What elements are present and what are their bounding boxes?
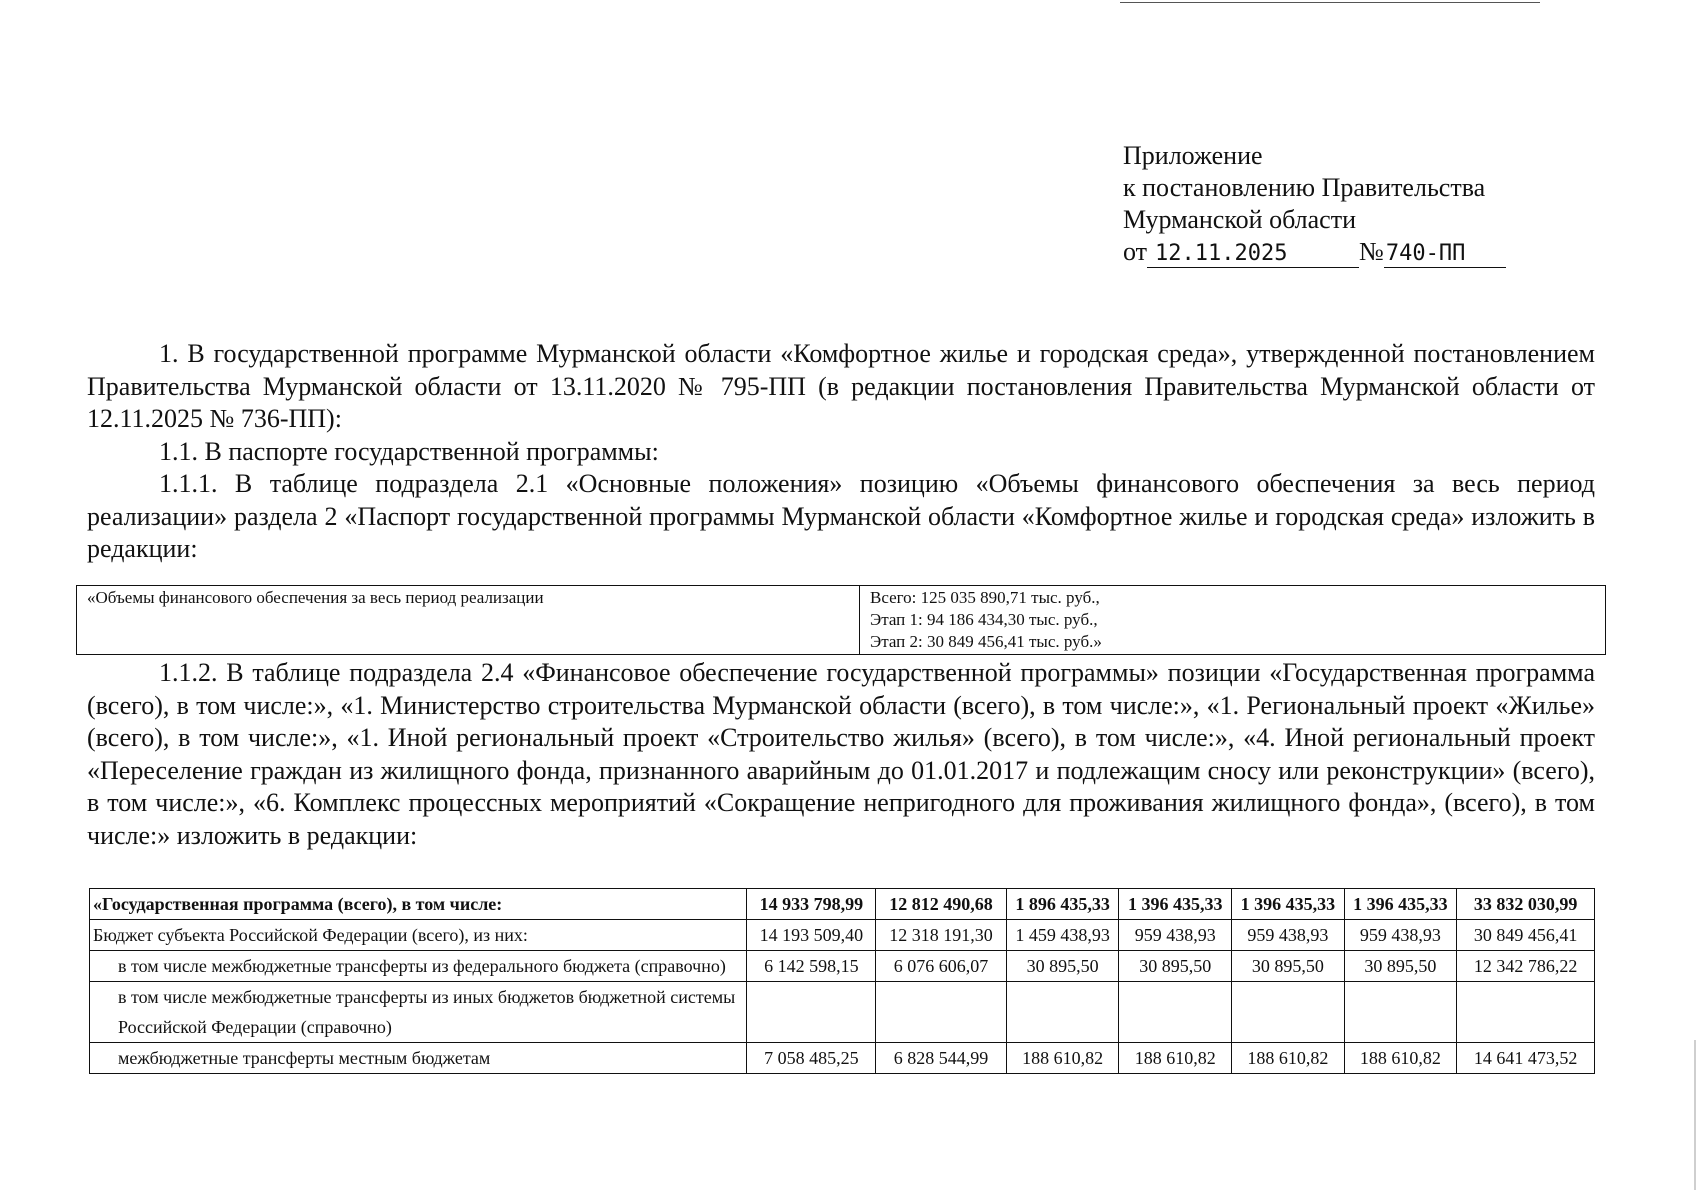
table-cell: 6 828 544,99 <box>876 1043 1007 1074</box>
table-cell: 6 142 598,15 <box>747 951 876 982</box>
appendix-header <box>1123 140 1506 268</box>
table-row <box>90 1043 1595 1074</box>
funding-volume-table <box>76 585 1606 655</box>
table-cell: 30 849 456,41 <box>1457 920 1595 951</box>
table-cell <box>1119 982 1232 1043</box>
table-cell: 7 058 485,25 <box>747 1043 876 1074</box>
row-label: в том числе межбюджетные трансферты из иных бюджетов бюджетной системы Российской Федерации (справочно) <box>90 982 747 1043</box>
table-cell <box>1344 982 1457 1043</box>
table-cell: 14 933 798,99 <box>747 889 876 920</box>
table-cell: 959 438,93 <box>1344 920 1457 951</box>
table-row <box>90 982 1595 1043</box>
decree-number: 740-ПП <box>1384 241 1506 268</box>
funding-volume-label: «Объемы финансового обеспечения за весь период реализации <box>77 586 860 655</box>
table-cell <box>1232 982 1345 1043</box>
row-label: в том числе межбюджетные трансферты из федерального бюджета (справочно) <box>90 951 747 982</box>
body-text-block-1 <box>87 338 1595 566</box>
table-cell: 33 832 030,99 <box>1457 889 1595 920</box>
appendix-line3: Мурманской области <box>1123 205 1356 234</box>
funding-volume-values <box>860 586 1606 655</box>
table-cell: 959 438,93 <box>1119 920 1232 951</box>
row-label: межбюджетные трансферты местным бюджетам <box>90 1043 747 1074</box>
table-cell: 14 193 509,40 <box>747 920 876 951</box>
table-row <box>90 920 1595 951</box>
table-cell: 6 076 606,07 <box>876 951 1007 982</box>
table-cell: 1 396 435,33 <box>1232 889 1345 920</box>
appendix-line2: к постановлению Правительства <box>1123 173 1486 202</box>
funding-volume-row <box>77 586 1606 655</box>
body-text-block-2 <box>87 657 1595 852</box>
table-cell: 1 896 435,33 <box>1006 889 1119 920</box>
from-label: от <box>1123 237 1148 266</box>
table-cell: 30 895,50 <box>1344 951 1457 982</box>
table-cell: 959 438,93 <box>1232 920 1345 951</box>
table-cell: 1 396 435,33 <box>1119 889 1232 920</box>
decree-date: 12.11.2025 <box>1147 241 1359 268</box>
row-label: «Государственная программа (всего), в том числе: <box>90 889 747 920</box>
table-cell <box>876 982 1007 1043</box>
appendix-title: Приложение <box>1123 141 1263 170</box>
funding-total: Всего: 125 035 890,71 тыс. руб., <box>870 588 1100 607</box>
table-cell: 188 610,82 <box>1232 1043 1345 1074</box>
top-rule <box>1120 2 1540 3</box>
row-label: Бюджет субъекта Российской Федерации (всего), из них: <box>90 920 747 951</box>
table-cell: 188 610,82 <box>1119 1043 1232 1074</box>
funding-stage-2: Этап 2: 30 849 456,41 тыс. руб.» <box>870 632 1102 651</box>
paragraph-1-1: 1.1. В паспорте государственной программы: <box>159 436 659 466</box>
table-cell: 188 610,82 <box>1006 1043 1119 1074</box>
table-row <box>90 889 1595 920</box>
appendix-date-line <box>1123 236 1506 268</box>
paragraph-1-1-2: 1.1.2. В таблице подраздела 2.4 «Финансовое обеспечение государственной программы» позиции «Государственная программа (всего), в том числе:», «1. Министерство строительства Мурманской области (всего), в том числе:», «1. Региональный проект «Жилье» (всего), в том числе:», «1. Иной региональный проект «Строительство жилья» (всего), в том числе:», «4. Иной региональный проект «Переселение граждан из жилищного фонда, признанного аварийным до 01.01.2017 и подлежащим сносу или реконструкции» (всего), в том числе:», «6. Комплекс процессных мероприятий «Сокращение непригодного для проживания жилищного фонда», (всего), в том числе:» изложить в редакции: <box>87 658 1595 850</box>
table-cell <box>1457 982 1595 1043</box>
table-cell: 30 895,50 <box>1006 951 1119 982</box>
financing-table <box>89 888 1595 1074</box>
funding-stage-1: Этап 1: 94 186 434,30 тыс. руб., <box>870 610 1098 629</box>
paragraph-1: 1. В государственной программе Мурманской области «Комфортное жилье и городская среда», утвержденной постановлением Правительства Мурманской области от 13.11.2020 № 795-ПП (в редакции постановления Правительства Мурманской области от 12.11.2025 № 736-ПП): <box>87 339 1595 433</box>
paragraph-1-1-1: 1.1.1. В таблице подраздела 2.1 «Основные положения» позицию «Объемы финансового обеспечения за весь период реализации» раздела 2 «Паспорт государственной программы Мурманской области «Комфортное жилье и городская среда» изложить в редакции: <box>87 469 1595 563</box>
table-cell <box>1006 982 1119 1043</box>
table-cell: 188 610,82 <box>1344 1043 1457 1074</box>
table-cell: 12 318 191,30 <box>876 920 1007 951</box>
table-cell: 1 459 438,93 <box>1006 920 1119 951</box>
table-cell: 1 396 435,33 <box>1344 889 1457 920</box>
table-cell: 12 342 786,22 <box>1457 951 1595 982</box>
number-label: № <box>1359 237 1384 266</box>
table-cell: 12 812 490,68 <box>876 889 1007 920</box>
table-cell <box>747 982 876 1043</box>
table-cell: 30 895,50 <box>1119 951 1232 982</box>
table-cell: 30 895,50 <box>1232 951 1345 982</box>
scan-edge-mark <box>1694 1040 1696 1190</box>
table-row <box>90 951 1595 982</box>
table-cell: 14 641 473,52 <box>1457 1043 1595 1074</box>
